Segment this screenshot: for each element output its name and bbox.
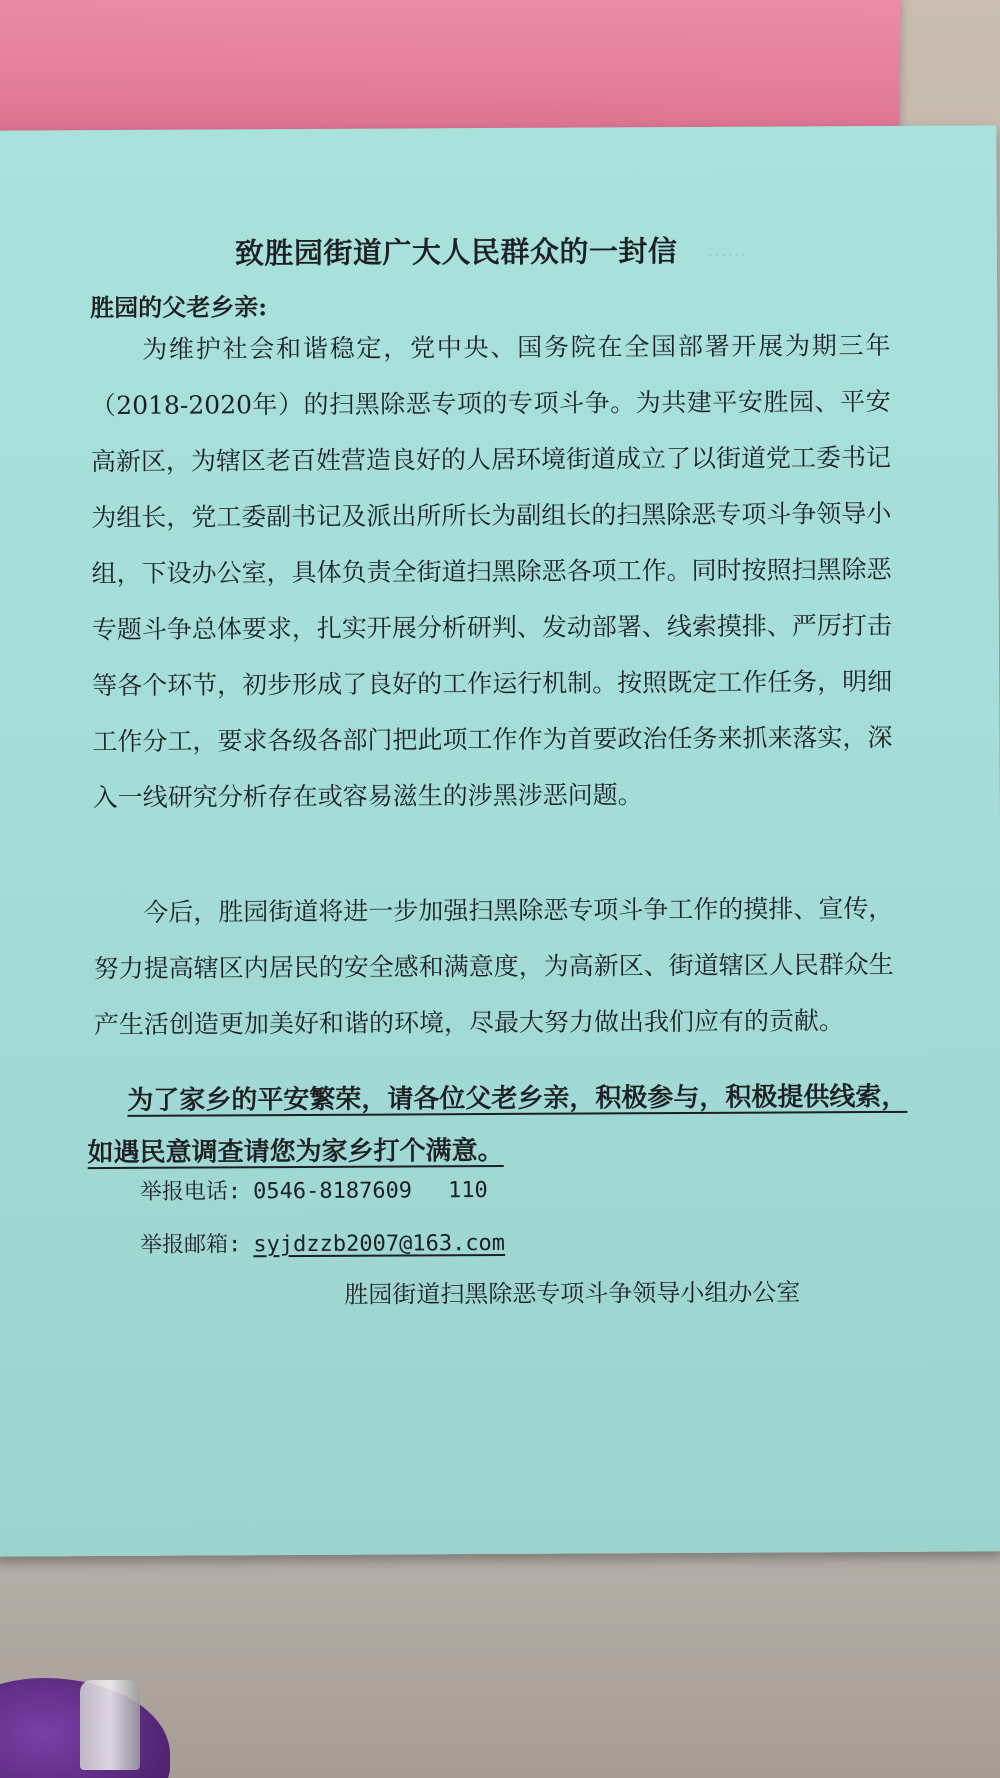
letter-sheet [0, 125, 1000, 1556]
phone-label: 举报电话: [139, 1179, 242, 1205]
paragraph-1-text: 为维护社会和谐稳定，党中央、国务院在全国部署开展为期三年（2018-2020年）的扫黑除恶专项的专项斗争。为共建平安胜园、平安高新区，为辖区老百姓营造良好的人居环境街道成立了以街道党工委书记为组长，党工委副书记及派出所所长为副组长的扫黑除恶专项斗争领导小组，下设办公室，具体负责全街道扫黑除恶各项工作。同时按照扫黑除恶专题斗争总体要求，扎实开展分析研判、发动部署、线索摸排、严厉打击等各个环节，初步形成了良好的工作运行机制。按照既定工作任务，明细工作分工，要求各级各部门把此项工作作为首要政治任务来抓来落实，深入一线研究分析存在或容易滋生的涉黑涉恶问题。 [90, 330, 893, 813]
letter-signature: 胜园街道扫黑除恶专项斗争领导小组办公室 [344, 1278, 801, 1309]
email-label: 举报邮箱: [140, 1232, 242, 1258]
letter-title: 致胜园街道广大人民群众的一封信 [234, 234, 678, 271]
phone-line [140, 1173, 488, 1206]
paragraph-1 [90, 318, 893, 826]
phone-alt: 110 [447, 1178, 488, 1204]
letter-salutation: 胜园的父老乡亲: [90, 292, 268, 323]
letter-body [0, 125, 994, 1556]
paragraph-2 [93, 881, 894, 1053]
paragraph-2-text: 今后，胜园街道将进一步加强扫黑除恶专项斗争工作的摸排、宣传，努力提高辖区内居民的安全感和满意度，为高新区、街道辖区人民群众生产生活创造更加美好和谐的环境，尽最大努力做出我们应有的贡献。 [93, 893, 894, 1040]
bleed-through-text: …… [706, 236, 747, 261]
email-line [140, 1226, 505, 1259]
appeal-text [87, 1071, 908, 1179]
email-address: syjdzzb2007@163.com [253, 1230, 506, 1258]
appeal-underlined: 为了家乡的平安繁荣，请各位父老乡亲，积极参与，积极提供线索，如遇民意调查请您为家乡打个满意。 [87, 1081, 908, 1169]
zipper-pull [80, 1680, 140, 1770]
phone-number: 0546-8187609 [253, 1178, 413, 1205]
pink-paper [0, 0, 901, 145]
